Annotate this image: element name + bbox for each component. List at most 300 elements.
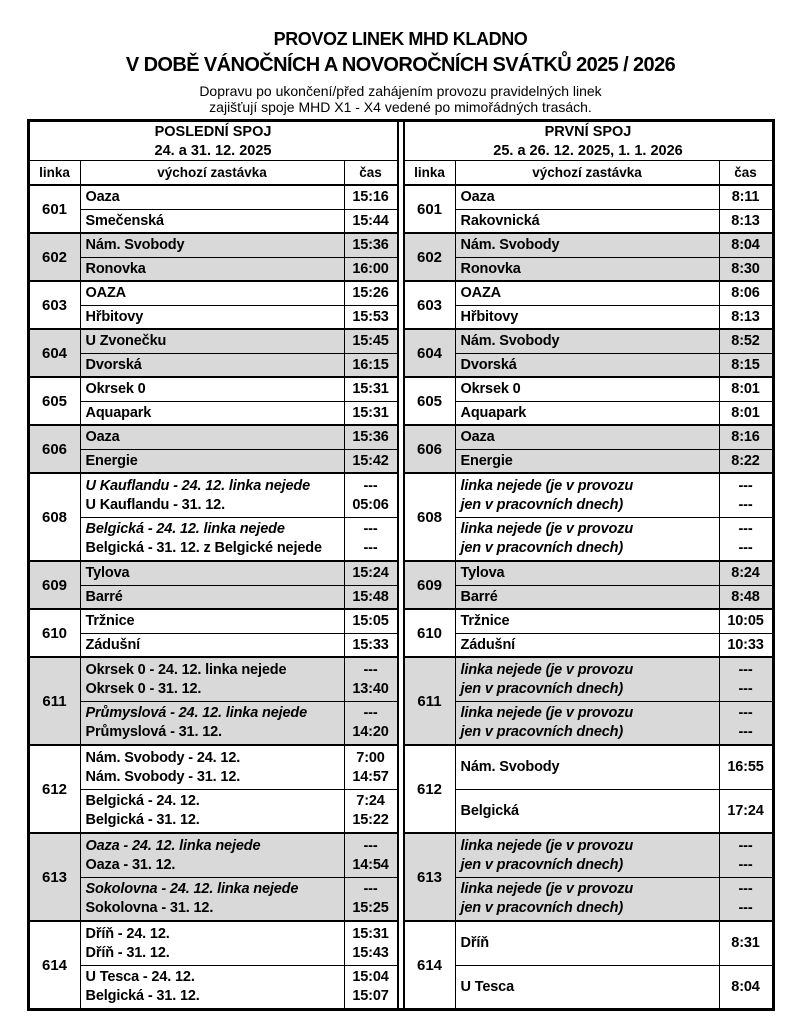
line-number: 602 xyxy=(30,234,81,280)
stop-name: linka nejede (je v provozu xyxy=(460,477,634,494)
time-cell xyxy=(719,586,772,608)
stop-cell xyxy=(81,966,344,1008)
line-group-604 xyxy=(405,328,772,376)
timetable-cell xyxy=(456,426,772,449)
stop-cell xyxy=(81,354,344,376)
timetable-cell xyxy=(456,877,772,920)
section-title: POSLEDNÍ SPOJ xyxy=(154,124,272,140)
departure-time: 16:15 xyxy=(352,356,389,373)
line-group-609 xyxy=(30,560,397,608)
departure-time: 8:13 xyxy=(731,308,760,325)
time-cell xyxy=(719,834,772,877)
departure-time: 8:01 xyxy=(731,381,760,397)
timetable-cell xyxy=(456,474,772,517)
departure-time: 8:04 xyxy=(731,978,760,995)
timetable-cell xyxy=(456,305,772,328)
stop-name: Průmyslová - 24. 12. linka nejede xyxy=(85,705,308,721)
departure-time: 8:22 xyxy=(731,452,760,469)
line-group-608 xyxy=(30,472,397,560)
departure-time: 8:11 xyxy=(731,189,760,205)
departure-time: --- xyxy=(363,540,378,556)
timetable-cell xyxy=(81,834,397,877)
column-headers xyxy=(30,161,397,186)
stop-cell xyxy=(81,518,344,560)
time-cell xyxy=(344,702,397,744)
stop-name: jen v pracovních dnech) xyxy=(460,900,624,916)
time-cell xyxy=(719,474,772,517)
departure-time: 16:00 xyxy=(352,260,389,277)
line-number: 605 xyxy=(30,378,81,424)
stop-name: U Kauflandu - 31. 12. xyxy=(85,496,225,513)
timetable-cell xyxy=(456,965,772,1008)
stop-cell xyxy=(456,186,719,209)
line-group-609 xyxy=(405,560,772,608)
section-rows xyxy=(405,186,772,1008)
stop-cell xyxy=(81,306,344,328)
time-cell xyxy=(719,282,772,305)
timetable-cell xyxy=(456,701,772,744)
stop-cell xyxy=(456,790,719,832)
time-cell xyxy=(719,518,772,560)
line-number: 604 xyxy=(30,330,81,376)
stop-name: Nám. Svobody - 24. 12. xyxy=(85,749,241,766)
line-number: 609 xyxy=(30,562,81,608)
line-number: 606 xyxy=(30,426,81,472)
time-cell xyxy=(344,658,397,701)
stop-name: Smečenská xyxy=(85,212,164,229)
stop-cell xyxy=(456,966,719,1008)
departure-time: 14:54 xyxy=(352,856,389,873)
stop-cell xyxy=(456,518,719,560)
stop-cell xyxy=(456,306,719,328)
departure-time: 8:24 xyxy=(731,565,760,581)
group-cells xyxy=(81,426,397,472)
line-group-606 xyxy=(405,424,772,472)
stop-name: jen v pracovních dnech) xyxy=(460,540,624,556)
timetable-cell xyxy=(81,877,397,920)
group-cells xyxy=(456,562,772,608)
departure-time: --- xyxy=(738,680,753,697)
timetable-cell xyxy=(456,353,772,376)
timetable-cell xyxy=(456,378,772,401)
stop-name: Aquapark xyxy=(460,404,527,421)
departure-time: 8:06 xyxy=(731,285,760,301)
departure-time: 10:33 xyxy=(727,636,764,653)
group-cells xyxy=(81,658,397,744)
stop-name: Aquapark xyxy=(85,404,152,421)
stop-name: Okrsek 0 - 24. 12. linka nejede xyxy=(85,661,287,678)
group-cells xyxy=(81,234,397,280)
timetable-cell xyxy=(81,449,397,472)
stop-name: Belgická - 31. 12. xyxy=(85,988,200,1004)
section-last-departures xyxy=(30,122,399,1008)
departure-time: 14:57 xyxy=(352,768,389,785)
stop-name: Dříň xyxy=(460,935,489,951)
line-number: 605 xyxy=(405,378,456,424)
line-number: 603 xyxy=(405,282,456,328)
stop-cell xyxy=(81,402,344,424)
stop-name: Okrsek 0 xyxy=(460,381,521,397)
departure-time: 7:00 xyxy=(356,749,385,766)
stop-name: Sokolovna - 31. 12. xyxy=(85,900,214,916)
stop-cell xyxy=(81,186,344,209)
line-number: 612 xyxy=(30,746,81,832)
column-header-time: čas xyxy=(719,161,772,184)
timetable xyxy=(27,119,775,1011)
group-cells xyxy=(456,658,772,744)
line-number: 613 xyxy=(405,834,456,920)
group-cells xyxy=(456,426,772,472)
stop-name: Belgická - 31. 12. xyxy=(85,812,200,828)
stop-cell xyxy=(81,878,344,920)
stop-cell xyxy=(81,258,344,280)
timetable-cell xyxy=(81,209,397,232)
departure-time: 8:16 xyxy=(731,429,760,445)
line-group-602 xyxy=(405,232,772,280)
line-group-601 xyxy=(30,186,397,232)
time-cell xyxy=(344,586,397,608)
time-cell xyxy=(719,746,772,789)
time-cell xyxy=(344,186,397,209)
departure-time: 8:52 xyxy=(731,333,760,349)
line-number: 612 xyxy=(405,746,456,832)
timetable-cell xyxy=(456,633,772,656)
stop-cell xyxy=(81,282,344,305)
departure-time: 15:33 xyxy=(352,636,389,653)
stop-name: linka nejede (je v provozu xyxy=(460,705,634,721)
timetable-cell xyxy=(81,378,397,401)
departure-time: --- xyxy=(363,837,378,854)
time-cell xyxy=(344,378,397,401)
group-cells xyxy=(81,282,397,328)
departure-time: 15:53 xyxy=(352,308,389,325)
time-cell xyxy=(719,402,772,424)
departure-time: --- xyxy=(738,705,753,721)
time-cell xyxy=(344,234,397,257)
departure-time: 15:31 xyxy=(352,925,389,942)
stop-name: Sokolovna - 24. 12. linka nejede xyxy=(85,881,299,897)
stop-cell xyxy=(456,378,719,401)
departure-time: 15:44 xyxy=(352,212,389,229)
departure-time: --- xyxy=(738,881,753,897)
time-cell xyxy=(344,834,397,877)
departure-time: --- xyxy=(363,705,378,721)
timetable-cell xyxy=(81,701,397,744)
stop-name: Oaza xyxy=(460,189,495,205)
stop-name: Oaza - 31. 12. xyxy=(85,856,176,873)
stop-name: OAZA xyxy=(460,285,501,301)
timetable-cell xyxy=(81,658,397,701)
time-cell xyxy=(719,562,772,585)
timetable-cell xyxy=(456,562,772,585)
departure-time: 15:42 xyxy=(352,452,389,469)
stop-name: Okrsek 0 xyxy=(85,381,146,397)
timetable-cell xyxy=(81,474,397,517)
stop-cell xyxy=(456,634,719,656)
timetable-cell xyxy=(456,209,772,232)
time-cell xyxy=(719,306,772,328)
document-title-line1: PROVOZ LINEK MHD KLADNO xyxy=(273,29,528,49)
departure-time: 15:07 xyxy=(352,988,389,1004)
timetable-cell xyxy=(81,789,397,832)
stop-cell xyxy=(456,426,719,449)
stop-cell xyxy=(81,562,344,585)
timetable-cell xyxy=(456,658,772,701)
stop-name: Tylova xyxy=(85,565,130,581)
stop-name: linka nejede (je v provozu xyxy=(460,881,634,897)
line-group-605 xyxy=(30,376,397,424)
line-group-603 xyxy=(30,280,397,328)
stop-name: Nám. Svobody xyxy=(85,237,185,253)
departure-time: 15:16 xyxy=(352,189,389,205)
stop-cell xyxy=(456,354,719,376)
time-cell xyxy=(719,450,772,472)
departure-time: 17:24 xyxy=(727,802,764,819)
departure-time: --- xyxy=(738,900,753,916)
stop-cell xyxy=(81,610,344,633)
line-group-610 xyxy=(30,608,397,656)
time-cell xyxy=(719,966,772,1008)
departure-time: 15:25 xyxy=(352,900,389,916)
stop-name: Oaza xyxy=(85,189,120,205)
stop-name: Energie xyxy=(460,452,513,469)
line-group-608 xyxy=(405,472,772,560)
line-group-611 xyxy=(30,656,397,744)
timetable-cell xyxy=(81,610,397,633)
stop-cell xyxy=(456,450,719,472)
stop-cell xyxy=(456,834,719,877)
timetable-cell xyxy=(456,234,772,257)
stop-name: Dvorská xyxy=(460,356,517,373)
column-header-line: linka xyxy=(405,161,456,184)
group-cells xyxy=(81,746,397,832)
line-number: 609 xyxy=(405,562,456,608)
departure-time: 16:55 xyxy=(727,759,764,775)
line-group-612 xyxy=(405,744,772,832)
time-cell xyxy=(344,610,397,633)
time-cell xyxy=(719,234,772,257)
timetable-cell xyxy=(456,401,772,424)
timetable-cell xyxy=(81,426,397,449)
group-cells xyxy=(456,186,772,232)
stop-name: Okrsek 0 - 31. 12. xyxy=(85,680,202,697)
line-group-605 xyxy=(405,376,772,424)
group-cells xyxy=(81,330,397,376)
line-number: 608 xyxy=(30,474,81,560)
time-cell xyxy=(719,426,772,449)
timetable-cell xyxy=(456,789,772,832)
stop-cell xyxy=(456,562,719,585)
line-group-603 xyxy=(405,280,772,328)
document-title-line2: V DOBĚ VÁNOČNÍCH A NOVOROČNÍCH SVÁTKŮ 2025 / 2026 xyxy=(125,54,676,76)
document-subtitle xyxy=(0,83,801,115)
timetable-cell xyxy=(81,257,397,280)
stop-name: OAZA xyxy=(85,285,126,301)
line-group-602 xyxy=(30,232,397,280)
column-headers xyxy=(405,161,772,186)
departure-time: 15:31 xyxy=(352,381,389,397)
group-cells xyxy=(456,922,772,1008)
stop-cell xyxy=(81,234,344,257)
stop-cell xyxy=(81,210,344,232)
departure-time: 8:15 xyxy=(731,356,760,373)
timetable-cell xyxy=(456,922,772,965)
time-cell xyxy=(719,186,772,209)
stop-cell xyxy=(81,746,344,789)
stop-cell xyxy=(81,702,344,744)
section-rows xyxy=(30,186,397,1008)
column-header-line: linka xyxy=(30,161,81,184)
departure-time: 15:36 xyxy=(352,237,389,253)
stop-name: jen v pracovních dnech) xyxy=(460,496,624,513)
stop-cell xyxy=(81,790,344,832)
stop-cell xyxy=(81,426,344,449)
stop-cell xyxy=(81,474,344,517)
column-header-stop: výchozí zastávka xyxy=(157,165,267,180)
stop-cell xyxy=(456,402,719,424)
stop-name: Belgická - 24. 12. linka nejede xyxy=(85,521,285,537)
timetable-cell xyxy=(456,585,772,608)
line-number: 613 xyxy=(30,834,81,920)
departure-time: --- xyxy=(738,856,753,873)
time-cell xyxy=(344,450,397,472)
stop-cell xyxy=(456,702,719,744)
section-title: PRVNÍ SPOJ xyxy=(544,124,632,140)
stop-name: Hřbitovy xyxy=(85,308,144,325)
departure-time: --- xyxy=(738,837,753,854)
group-cells xyxy=(81,186,397,232)
stop-cell xyxy=(81,378,344,401)
timetable-cell xyxy=(456,517,772,560)
timetable-cell xyxy=(81,746,397,789)
group-cells xyxy=(81,378,397,424)
time-cell xyxy=(344,878,397,920)
line-number: 604 xyxy=(405,330,456,376)
timetable-cell xyxy=(456,834,772,877)
line-number: 601 xyxy=(30,186,81,232)
stop-name: U Kauflandu - 24. 12. linka nejede xyxy=(85,477,311,494)
stop-cell xyxy=(456,878,719,920)
stop-name: Nám. Svobody xyxy=(460,237,560,253)
line-number: 601 xyxy=(405,186,456,232)
line-number: 610 xyxy=(30,610,81,656)
stop-name: Dříň - 24. 12. xyxy=(85,925,170,942)
group-cells xyxy=(456,746,772,832)
departure-time: --- xyxy=(363,661,378,678)
departure-time: 14:20 xyxy=(352,724,389,740)
group-cells xyxy=(81,610,397,656)
departure-time: 15:31 xyxy=(352,404,389,421)
timetable-cell xyxy=(456,746,772,789)
stop-cell xyxy=(456,258,719,280)
departure-time: 13:40 xyxy=(352,680,389,697)
timetable-cell xyxy=(456,330,772,353)
timetable-cell xyxy=(81,965,397,1008)
stop-name: U Tesca - 24. 12. xyxy=(85,969,195,985)
stop-cell xyxy=(456,282,719,305)
line-number: 614 xyxy=(405,922,456,1008)
departure-time: --- xyxy=(738,724,753,740)
stop-cell xyxy=(456,746,719,789)
time-cell xyxy=(719,790,772,832)
stop-name: Tržnice xyxy=(85,613,135,629)
departure-time: 8:31 xyxy=(731,935,760,951)
line-group-611 xyxy=(405,656,772,744)
line-group-613 xyxy=(30,832,397,920)
column-header-time: čas xyxy=(344,161,397,184)
timetable-cell xyxy=(456,186,772,209)
stop-name: U Tesca xyxy=(460,978,514,995)
stop-name: Belgická - 31. 12. z Belgické nejede xyxy=(85,540,322,556)
line-group-614 xyxy=(405,920,772,1008)
line-number: 611 xyxy=(30,658,81,744)
group-cells xyxy=(456,234,772,280)
stop-cell xyxy=(456,922,719,965)
group-cells xyxy=(456,282,772,328)
stop-name: Zádušní xyxy=(460,636,516,653)
stop-cell xyxy=(81,834,344,877)
line-number: 614 xyxy=(30,922,81,1008)
stop-name: Hřbitovy xyxy=(460,308,519,325)
line-group-606 xyxy=(30,424,397,472)
timetable-cell xyxy=(81,633,397,656)
departure-time: --- xyxy=(738,496,753,513)
departure-time: 10:05 xyxy=(727,613,764,629)
stop-cell xyxy=(456,330,719,353)
line-group-612 xyxy=(30,744,397,832)
timetable-cell xyxy=(81,234,397,257)
departure-time: 8:13 xyxy=(731,212,760,229)
time-cell xyxy=(719,922,772,965)
line-number: 602 xyxy=(405,234,456,280)
time-cell xyxy=(344,922,397,965)
stop-name: Oaza xyxy=(460,429,495,445)
time-cell xyxy=(344,258,397,280)
line-number: 606 xyxy=(405,426,456,472)
departure-time: 15:45 xyxy=(352,333,389,349)
time-cell xyxy=(719,634,772,656)
departure-time: 15:26 xyxy=(352,285,389,301)
timetable-cell xyxy=(81,330,397,353)
departure-time: 8:04 xyxy=(731,237,760,253)
timetable-cell xyxy=(81,305,397,328)
timetable-cell xyxy=(81,922,397,965)
stop-cell xyxy=(456,474,719,517)
subtitle-line2: zajišťují spoje MHD X1 - X4 vedené po mimořádných trasách. xyxy=(209,99,592,115)
departure-time: 8:01 xyxy=(731,404,760,421)
stop-name: linka nejede (je v provozu xyxy=(460,837,634,854)
time-cell xyxy=(344,402,397,424)
stop-name: Tržnice xyxy=(460,613,510,629)
stop-name: Energie xyxy=(85,452,138,469)
timetable-cell xyxy=(456,257,772,280)
stop-cell xyxy=(456,610,719,633)
time-cell xyxy=(719,878,772,920)
departure-time: --- xyxy=(738,521,753,537)
timetable-cell xyxy=(81,562,397,585)
subtitle-line1: Dopravu po ukončení/před zahájením provozu pravidelných linek xyxy=(199,83,602,99)
timetable-cell xyxy=(81,585,397,608)
time-cell xyxy=(344,562,397,585)
timetable-cell xyxy=(81,353,397,376)
time-cell xyxy=(344,634,397,656)
line-number: 603 xyxy=(30,282,81,328)
stop-cell xyxy=(81,330,344,353)
departure-time: 8:30 xyxy=(731,260,760,277)
section-header xyxy=(30,122,397,161)
stop-name: Barré xyxy=(85,588,123,605)
stop-name: Belgická - 24. 12. xyxy=(85,793,200,809)
